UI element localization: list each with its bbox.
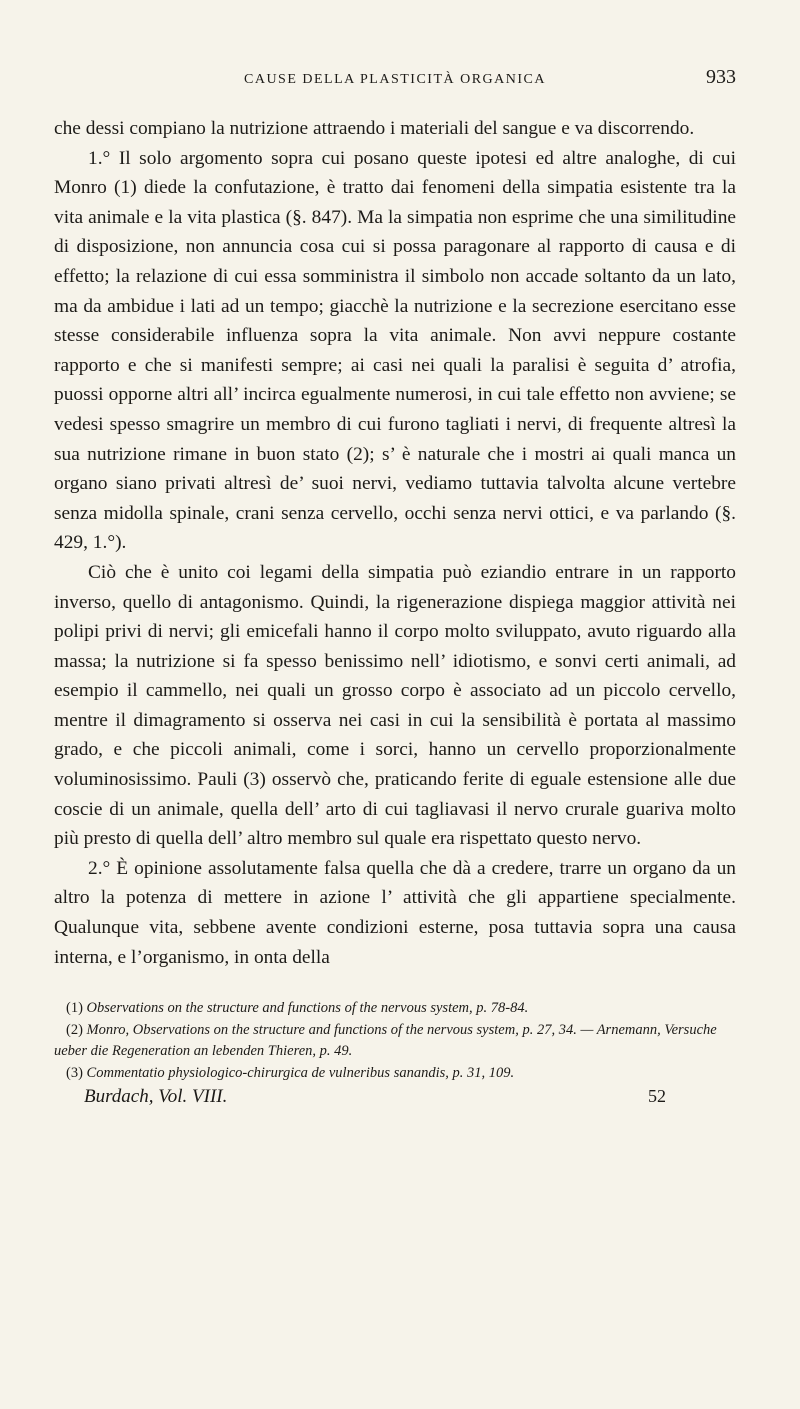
paragraph: 2.° È opinione assolutamente falsa quella che dà a credere, trarre un organo da un altro la potenza di mettere in azione l’ attività che gli appartiene specialmente. Qualunque vita, sebbene avente condizioni esterne, posa tuttavia sopra una causa interna, e l’organismo, in onta della <box>54 857 736 968</box>
footnote-text: Observations on the structure and functions of the nervous system, p. 78-84. <box>86 1000 529 1017</box>
footnote-text: Commentatio physiologico-chirurgica de vulneribus sanandis, p. 31, 109. <box>86 1065 515 1082</box>
footnote <box>54 1063 736 1084</box>
footnote-number: (1) <box>66 1000 83 1017</box>
body-text <box>54 114 736 972</box>
printer-signature <box>54 1086 736 1108</box>
paragraph: 1.° Il solo argomento sopra cui posano queste ipotesi ed altre analoghe, di cui Monro (1) diede la confutazione, è tratto dai fenomeni della simpatia esistente tra la vita animale e la vita plastica (§. 847). Ma la simpatia non esprime che una similitudine di disposizione, non annuncia cosa cui si possa paragonare al rapporto di causa e di effetto; la relazione di cui essa somministra il simbolo non accade soltanto da un lato, ma da ambidue i lati ad un tempo; giacchè la nutrizione e la secrezione esercitano esse stesse considerabile influenza sopra la vita animale. Non avvi neppure costante rapporto e che si manifesti sempre; ai casi nei quali la paralisi è seguita d’ atrofia, puossi opporne altri all’ incirca egualmente numerosi, in cui tale effetto non avviene; se vedesi spesso smagrire un membro di cui furono tagliati i nervi, di frequente altresì la sua nutrizione rimane in buon stato (2); s’ è naturale che i mostri ai quali manca un organo siano privati altresì de’ suoi nervi, vediamo tuttavia talvolta alcune vertebre senza midolla spinale, crani senza cervello, occhi senza nervi ottici, e va parlando (§. 429, 1.°). <box>54 147 736 554</box>
signature-text: Burdach, Vol. VIII. <box>84 1086 228 1108</box>
footnote <box>54 1020 736 1062</box>
paragraph: Ciò che è unito coi legami della simpatia può eziandio entrare in un rapporto inverso, quello di antagonismo. Quindi, la rigenerazione dispiega maggior attività nei polipi privi di nervi; gli emicefali hanno il corpo molto sviluppato, avuto riguardo alla massa; la nutrizione si fa spesso benissimo nell’ idiotismo, e sonvi certi animali, ad esempio il cammello, nei quali un grosso corpo è associato ad un piccolo cervello, mentre il dimagramento si osserva nei casi in cui la sensibilità è portata al massimo grado, e che piccoli animali, come i sorci, hanno un cervello proporzionalmente voluminosissimo. Pauli (3) osservò che, praticando ferite di eguale estensione alle due coscie di un animale, quella dell’ arto di cui tagliavasi il nervo crurale guariva molto più presto di quella dell’ altro membro sul quale era rispettato questo nervo. <box>54 561 736 850</box>
running-title: CAUSE DELLA PLASTICITÀ ORGANICA <box>244 72 546 87</box>
footnote-number: (3) <box>66 1065 83 1082</box>
sheet-number: 52 <box>648 1086 666 1107</box>
footnote <box>54 998 736 1019</box>
paragraph: che dessi compiano la nutrizione attraendo i materiali del sangue e va discorrendo. <box>54 118 695 139</box>
running-header <box>54 66 736 100</box>
footnote-text: Monro, Observations on the structure and functions of the nervous system, p. 27, 34. — Arnemann, Versuche ueber die Regeneration an lebenden Thieren, p. 49. <box>54 1022 717 1060</box>
footnotes <box>54 998 736 1084</box>
footnote-number: (2) <box>66 1022 83 1039</box>
page-number: 933 <box>706 66 736 88</box>
